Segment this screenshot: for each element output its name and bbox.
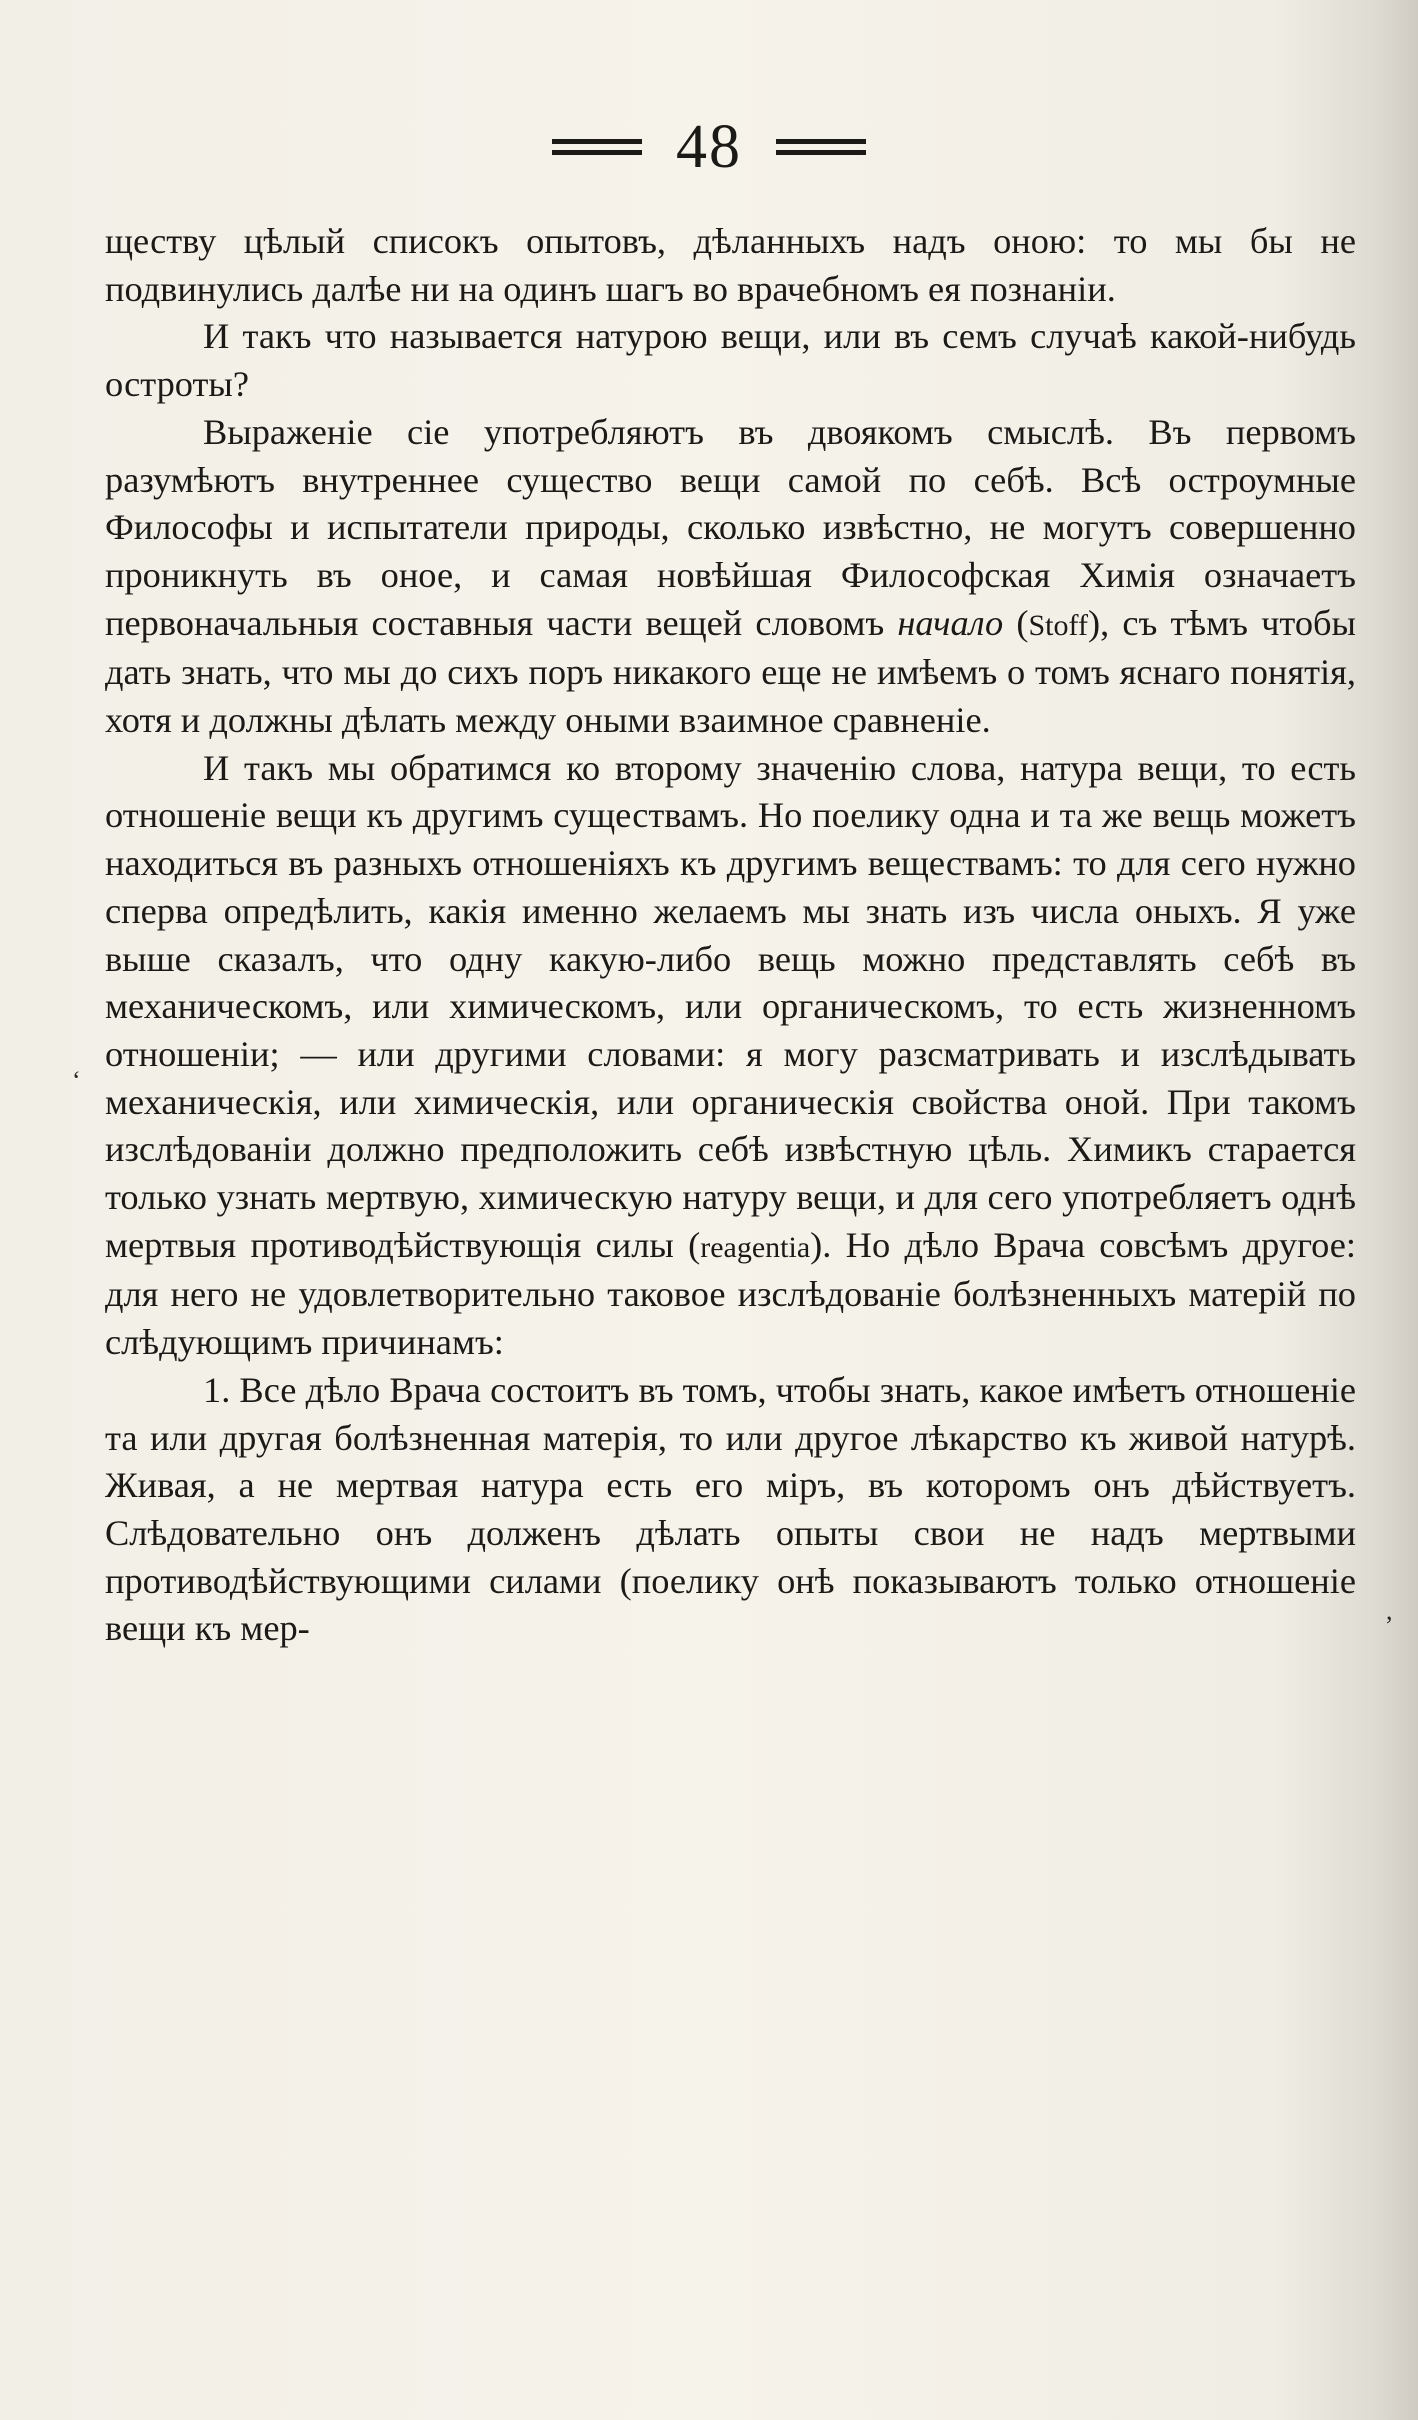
latin-term-stoff: Stoff (1028, 608, 1088, 642)
paragraph-second-meaning-ending: ). Но дѣло Врача совсѣмъ другое: для него не удовлетворительно таковое изслѣдованіе болѣзненныхъ матерій по слѣдующимъ причинамъ: (105, 1224, 1356, 1363)
ink-speck: , (1386, 1596, 1393, 1625)
latin-term-reagentia: reagentia (700, 1230, 811, 1264)
right-ornament-rule (776, 139, 866, 155)
left-ornament-rule (552, 139, 642, 155)
paragraph-expression-meanings-text: Выраженіе сіе употребляютъ въ двоякомъ смыслѣ. Въ первомъ разумѣютъ внутреннее существо вещи самой по себѣ. Всѣ остроумные Философы и испытатели природы, сколько извѣстно, не могутъ совершенно проникнуть въ оное, и самая новѣйшая Философская Химія означаетъ первоначальныя составныя части вещей словомъ (105, 411, 1356, 643)
page-text (105, 218, 1356, 1653)
numbered-point-1: 1. Все дѣло Врача состоитъ въ томъ, чтобы знать, какое имѣетъ отношеніе та или другая болѣзненная матерія, то или другое лѣкарство къ живой натурѣ. Живая, а не мертвая натура есть его міръ, въ которомъ онъ дѣйствуетъ. Слѣдовательно онъ долженъ дѣлать опыты свои не надъ мертвыми противодѣйствующими силами (поелику онѣ показываютъ только отношеніе вещи къ мер- (105, 1369, 1356, 1649)
italic-term-nachalo: начало (897, 602, 1004, 643)
page-header (0, 112, 1418, 182)
paragraph-question: И такъ что называется натурою вещи, или въ семъ случаѣ какой-нибудь остроты? (105, 316, 1356, 405)
ink-speck: ʻ (72, 1066, 81, 1095)
paragraph-expression-meanings (105, 409, 1356, 745)
paragraph-expression-meanings-ending: ), съ тѣмъ чтобы дать знать, что мы до сихъ поръ никакого еще не имѣемъ о томъ яснаго понятія, хотя и должны дѣлать между оными взаимное сравненіе. (105, 602, 1357, 741)
paragraph-second-meaning (105, 745, 1356, 1367)
paragraph-continuation: ществу цѣлый списокъ опытовъ, дѣланныхъ надъ оною: то мы бы не подвинулись далѣе ни на одинъ шагъ во врачебномъ ея познаніи. (105, 221, 1356, 309)
page-number: 48 (676, 113, 742, 181)
paren-open: ( (1003, 602, 1029, 643)
paragraph-second-meaning-text: И такъ мы обратимся ко второму значенію слова, натура вещи, то есть отношеніе вещи къ другимъ существамъ. Но поелику одна и та же вещь можетъ находиться въ разныхъ отношеніяхъ къ другимъ веществамъ: то для сего нужно сперва опредѣлить, какія именно желаемъ мы знать изъ числа оныхъ. Я уже выше сказалъ, что одну какую-либо вещь можно представлять себѣ въ механическомъ, или химическомъ, или органическомъ, то есть жизненномъ отношеніи; — или другими словами: я могу разсматривать и изслѣдывать механическія, или химическія, или органическія свойства оной. При такомъ изслѣдованіи должно предположить себѣ извѣстную цѣль. Химикъ старается только узнать мертвую, химическую натуру вещи, и для сего употребляетъ однѣ мертвыя противодѣйствующія силы ( (105, 747, 1356, 1265)
